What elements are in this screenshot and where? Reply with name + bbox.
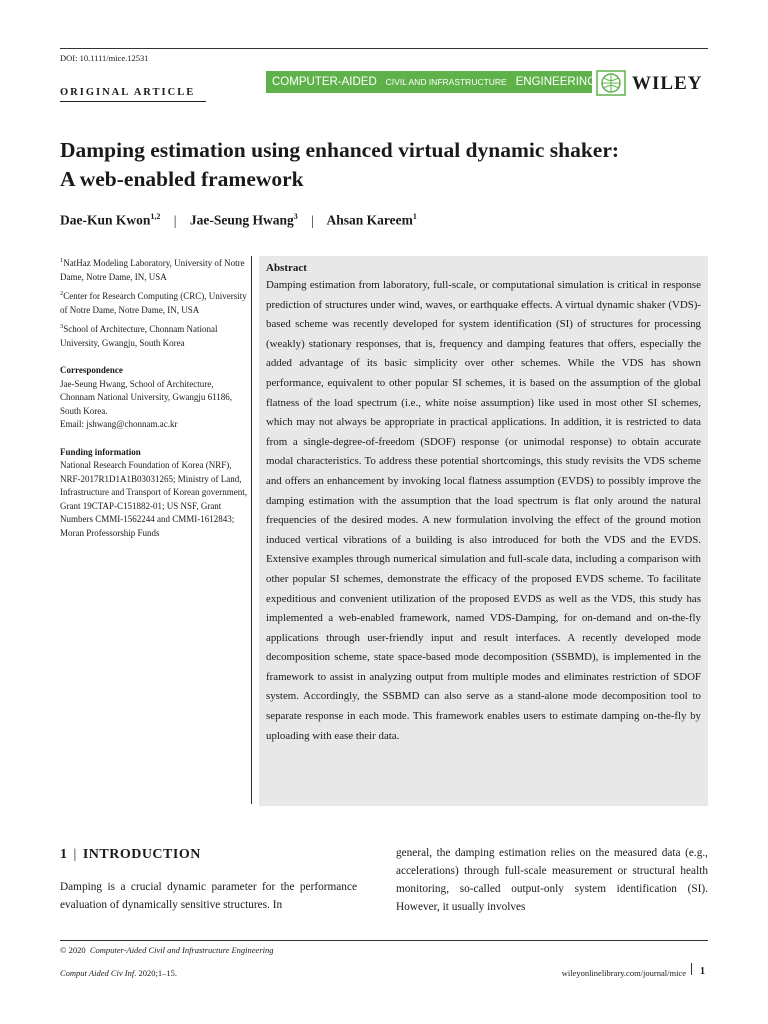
affiliation-text: NatHaz Modeling Laboratory, University of Notre Dame, Notre Dame, IN, USA xyxy=(60,258,245,282)
copyright-prefix: © 2020 xyxy=(60,945,86,955)
banner-word-computer-aided: COMPUTER-AIDED xyxy=(272,76,377,88)
funding-heading: Funding information xyxy=(60,446,141,457)
title-line-1: Damping estimation using enhanced virtual dynamic shaker: xyxy=(60,138,620,162)
author-separator: | xyxy=(311,212,314,228)
author-name[interactable]: Ahsan Kareem xyxy=(326,212,413,228)
section-label: ORIGINAL ARTICLE xyxy=(60,87,196,98)
affiliation-sup: 2 xyxy=(60,290,64,297)
correspondence-text: Jae-Seung Hwang, School of Architecture, Chonnam National University, Gwangju 61186, South Korea. xyxy=(60,378,233,416)
affiliation-sup: 3 xyxy=(60,323,64,330)
title-line-2: A web-enabled framework xyxy=(60,167,304,191)
affiliation xyxy=(60,320,248,350)
copyright-line xyxy=(60,945,274,955)
journal-logo-icon xyxy=(596,70,626,96)
author-affiliation-sup: 1 xyxy=(412,212,417,221)
author-name[interactable]: Dae-Kun Kwon xyxy=(60,212,151,228)
sidebar-divider xyxy=(251,256,252,804)
banner-word-engineering: ENGINEERING xyxy=(515,76,597,88)
header-rule xyxy=(60,48,708,49)
section-number: 1 xyxy=(60,847,68,862)
abstract-text: Damping estimation from laboratory, full-scale, or computational simulation is critical in response prediction of structures under wind, waves, or earthquake effects. A virtual dynamic shaker (VDS)-based scheme was recently developed for system identification (SI) of structures for processing (weakly) stationary responses, that is, frequency and damping features that offers, especially the added advantage of its basic simplicity over other schemes. While the VDS has shown performance, equivalent to other popular SI schemes, it is based on the assumption of the global flatness of the load spectrum (i.e., white noise assumption) like used in most other SI schemes, which may not always be appropriate in practical applications. In addition, it is restricted to data from a single-degree-of-freedom (SDOF) response (or unimodal response) to obtain accurate modal characteristics. To address these potential shortcomings, this study revisits the VDS scheme and offers an enhancement by invoking local flatness assumption (EVDS) to possibly improve the damping estimation with the assumption that the load spectrum is flat only around the natural frequencies of the desired modes. A new formulation involving the effect of the ground motion induced vertical vibrations of a building is also introduced for both the VDS and the EVDS. Extensive examples through numerical simulation and full-scale data, including a comparison with other popular SI schemes, demonstrate the efficacy of the proposed EVDS scheme. To facilitate expeditious and convenient utilization of the proposed EVDS as well as the VDS, this study has implemented a web-enabled framework, named VDS-Damping, for on-demand and on-the-fly applications through user-friendly input and result interfaces. A recently developed mode decomposition scheme, state space-based mode decomposition (SSBMD), is implemented in the framework to assist in analyzing output from multiple modes and eliminates restriction of SDOF system. Accordingly, the SSBMD can also serve as a stand-alone mode decomposition tool to separate response in each mode. This framework enables users to estimate damping on-the-fly by uploading with ease their data. xyxy=(266,279,701,742)
citation-journal: Comput Aided Civ Inf. xyxy=(60,968,137,978)
article-sidebar xyxy=(60,254,248,540)
copyright-journal: Computer-Aided Civil and Infrastructure Engineering xyxy=(89,945,274,955)
publisher-logo[interactable]: WILEY xyxy=(632,73,703,94)
affiliation-text: Center for Research Computing (CRC), University of Notre Dame, Notre Dame, IN, USA xyxy=(60,291,247,315)
author-affiliation-sup: 3 xyxy=(293,212,298,221)
page-number-divider xyxy=(691,963,692,975)
abstract-box xyxy=(259,256,708,806)
section-number-separator: | xyxy=(73,847,77,862)
abstract-heading: Abstract xyxy=(266,262,307,274)
citation-line xyxy=(60,968,177,978)
author-separator: | xyxy=(173,212,177,228)
intro-text-left-column: Damping is a crucial dynamic parameter for the performance evaluation of dynamically sensitive structures. In xyxy=(60,881,357,911)
footer-rule xyxy=(60,940,708,941)
section-heading-introduction xyxy=(60,847,201,863)
journal-url-link[interactable]: wileyonlinelibrary.com/journal/mice xyxy=(561,968,686,978)
section-title: INTRODUCTION xyxy=(82,847,201,862)
author-name[interactable]: Jae-Seung Hwang xyxy=(189,212,294,228)
correspondence-heading: Correspondence xyxy=(60,365,123,375)
author-list xyxy=(60,212,417,229)
citation-details: 2020;1–15. xyxy=(136,968,177,978)
affiliation-text: School of Architecture, Chonnam National University, Gwangju, South Korea xyxy=(60,324,218,348)
doi[interactable]: DOI: 10.1111/mice.12531 xyxy=(60,53,149,63)
affiliation xyxy=(60,254,248,284)
page-number: 1 xyxy=(700,966,705,977)
journal-banner[interactable] xyxy=(266,71,597,93)
banner-word-civil: CIVIL AND INFRASTRUCTURE xyxy=(385,77,507,87)
author-affiliation-sup: 1,2 xyxy=(150,212,161,221)
affiliation-sup: 1 xyxy=(60,257,64,264)
intro-text-right-column: general, the damping estimation relies on the measured data (e.g., accelerations) through full-scale measurement or structural health monitoring, so-called output-only system identification (SI). However, it usually involves xyxy=(396,847,708,913)
funding-text: National Research Foundation of Korea (NRF), NRF-2017R1D1A1B03031265; Ministry of Land, Infrastructure and Transport of Korean government, Grant 19CTAP-C151882-01; US NSF, Grant Numbers CMMI-1562244 and CMMI-1612843; Moran Professorship Funds xyxy=(60,460,247,538)
affiliation xyxy=(60,287,248,317)
correspondence-email[interactable]: Email: jshwang@chonnam.ac.kr xyxy=(60,419,178,429)
section-label-underline xyxy=(60,101,206,102)
article-title xyxy=(60,136,720,194)
